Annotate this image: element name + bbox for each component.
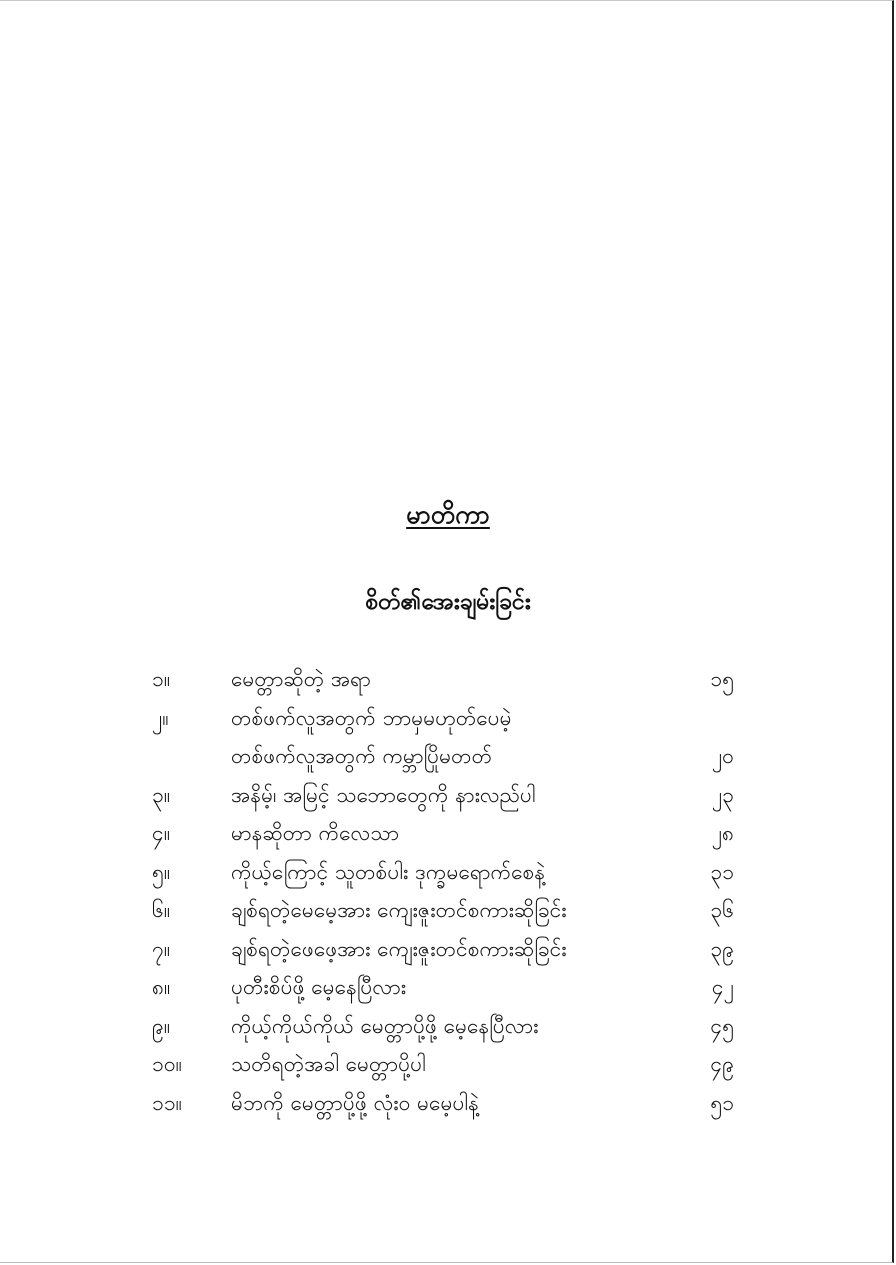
toc-number: ၁၁။	[152, 1090, 182, 1115]
toc-number: ၅။	[152, 859, 171, 884]
toc-number: ၆။	[152, 898, 171, 922]
toc-number: ၇။	[152, 936, 171, 961]
toc-heading	[0, 497, 896, 533]
toc-page-number: ၄၉	[710, 1052, 734, 1076]
toc-number: ၉။	[152, 1013, 171, 1038]
toc-number: ၃။	[152, 782, 171, 807]
toc-title: အနိမ့်၊ အမြင့် သဘောတွေကို နားလည်ပါ	[231, 782, 536, 807]
toc-title: မာနဆိုတာ ကိလေသာ	[231, 821, 400, 845]
toc-page-number: ၃၁	[710, 859, 734, 884]
toc-number: ၄။	[152, 821, 171, 845]
toc-entry-9[interactable]	[0, 1007, 896, 1046]
toc-entry-1[interactable]	[0, 660, 896, 699]
toc-title: သတိရတဲ့အခါ မေတ္တာပို့ပါ	[231, 1052, 426, 1076]
toc-heading-text: မာတိကာ	[406, 500, 490, 529]
toc-title: မေတ္တာဆိုတဲ့ အရာ	[231, 667, 371, 691]
toc-page-number: ၃၆	[710, 898, 734, 922]
toc-title: မိဘကို မေတ္တာပို့ဖို့ လုံးဝ မမေ့ပါနဲ့	[231, 1090, 479, 1115]
toc-title: တစ်ဖက်လူအတွက် ဘာမှမဟုတ်ပေမဲ့	[231, 705, 512, 730]
toc-title: ကိုယ့်ကိုယ်ကိုယ် မေတ္တာပို့ဖို့ မေ့နေပြီလား	[231, 1013, 539, 1038]
toc-number: ၂။	[152, 705, 169, 730]
toc-entry-5[interactable]	[0, 853, 896, 892]
toc-page-number: ၂၈	[711, 821, 734, 845]
toc-entry-4[interactable]	[0, 814, 896, 853]
toc-entry-2[interactable]	[0, 699, 896, 738]
table-of-contents	[0, 660, 896, 1122]
toc-number: ၈။	[152, 975, 171, 999]
toc-page-number: ၂၀	[711, 744, 734, 768]
toc-entry-6[interactable]	[0, 891, 896, 930]
toc-page-number: ၄၅	[710, 1013, 734, 1038]
toc-entry-10[interactable]	[0, 1045, 896, 1084]
toc-page-number: ၅၁	[710, 1090, 734, 1115]
toc-title: ကိုယ့်ကြောင့် သူတစ်ပါး ဒုက္ခမရောက်စေနဲ့	[231, 859, 546, 884]
toc-title: ပုတီးစိပ်ဖို့ မေ့နေပြီလား	[231, 975, 407, 999]
toc-entry-8[interactable]	[0, 968, 896, 1007]
toc-number: ၁၀။	[152, 1052, 182, 1076]
toc-entry-7[interactable]	[0, 930, 896, 969]
toc-page-number: ၂၃	[711, 782, 734, 807]
toc-entry-2-continued[interactable]	[0, 737, 896, 776]
toc-number: ၁။	[152, 667, 171, 691]
toc-title: ချစ်ရတဲ့ဖေဖေ့အား ကျေးဇူးတင်စကားဆိုခြင်း	[231, 936, 567, 961]
toc-title: တစ်ဖက်လူအတွက် ကမ္ဘာပြိုမတတ်	[231, 744, 493, 768]
toc-title: ချစ်ရတဲ့မေမေ့အား ကျေးဇူးတင်စကားဆိုခြင်း	[231, 898, 567, 922]
toc-page-number: ၄၂	[711, 975, 734, 999]
toc-entry-11[interactable]	[0, 1084, 896, 1123]
section-heading: စိတ်၏အေးချမ်းခြင်း	[365, 589, 531, 615]
toc-page-number: ၃၉	[710, 936, 734, 961]
toc-page-number: ၁၅	[710, 667, 734, 691]
toc-entry-3[interactable]	[0, 776, 896, 815]
